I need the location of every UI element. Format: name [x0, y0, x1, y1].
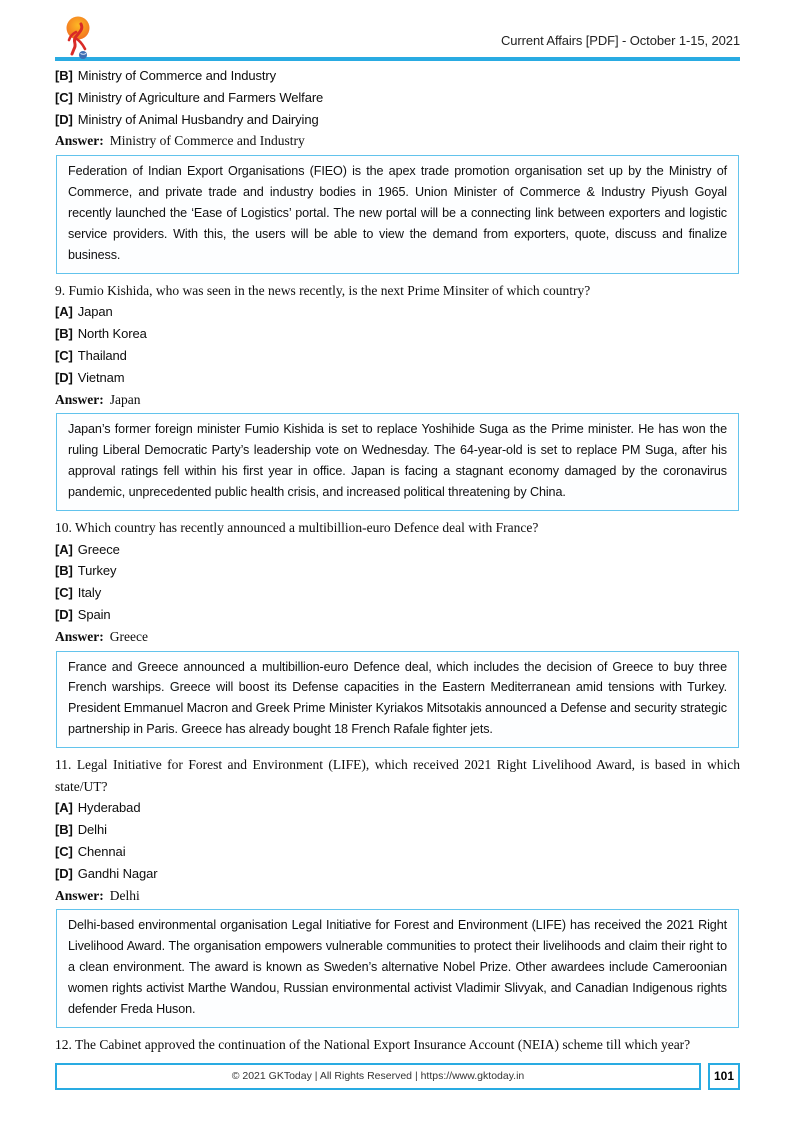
- footer-copyright: © 2021 GKToday | All Rights Reserved | https://www.gktoday.in: [55, 1063, 701, 1090]
- question-text: 9. Fumio Kishida, who was seen in the news recently, is the next Prime Minsiter of which country?: [55, 282, 591, 298]
- answer-line: [55, 885, 740, 907]
- option-text: Ministry of Agriculture and Farmers Welfare: [77, 89, 324, 105]
- option-text: Thailand: [77, 347, 127, 363]
- option-letter: [B]: [55, 68, 73, 83]
- option-row: [55, 604, 740, 626]
- option-text: Delhi: [77, 822, 107, 838]
- answer-line: [55, 626, 740, 648]
- option-text: Spain: [77, 606, 111, 622]
- explanation-box: Japan’s former foreign minister Fumio Kishida is set to replace Yoshihide Suga as the Prime minister. He has won the ruling Liberal Democratic Party’s leadership vote on Wednesday. The 64-year-old is set to replace PM Suga, after his approval ratings fell within his first year in office. Japan is facing a stagnant economy damaged by the coronavirus pandemic, unprecedented public health crisis, and increased political threatening by China.: [56, 413, 739, 511]
- option-letter: [B]: [55, 326, 73, 342]
- page-number: 101: [708, 1063, 740, 1090]
- option-row: [55, 367, 740, 389]
- answer-label: Answer:: [55, 391, 104, 407]
- option-text: Chennai: [77, 843, 126, 859]
- option-letter: [D]: [55, 865, 73, 881]
- answer-line: [55, 130, 740, 152]
- option-letter: [C]: [55, 89, 73, 105]
- option-letter: [B]: [55, 822, 73, 838]
- option-letter: [C]: [55, 585, 73, 601]
- explanation-box: Delhi-based environmental organisation Legal Initiative for Forest and Environment (LIFE) has received the 2021 Right Livelihood Award. The organisation empowers vulnerable communities to protect their livelihoods and claim their right to a clean environment. The award is known as Sweden’s alternative Nobel Prize. Other awardees include Cameroonian women rights activist Marthe Wandou, Russian environmental activist Vladimir Slivyak, and Canadian Indigenous rights defender Freda Huson.: [56, 909, 739, 1028]
- answer-text: Japan: [109, 391, 141, 407]
- page-header: [55, 0, 740, 61]
- option-letter: [D]: [55, 606, 73, 622]
- answer-text: Ministry of Commerce and Industry: [109, 133, 305, 149]
- option-text: Italy: [77, 585, 102, 601]
- option-letter: [A]: [55, 541, 73, 557]
- option-row: [55, 87, 740, 109]
- option-row: [55, 539, 740, 561]
- answer-text: Delhi: [109, 887, 140, 903]
- option-text: Ministry of Animal Husbandry and Dairying: [77, 111, 319, 127]
- gktoday-logo-icon: [60, 15, 96, 61]
- option-row: [55, 819, 740, 841]
- option-text: Vietnam: [77, 369, 125, 385]
- explanation-box: Federation of Indian Export Organisations (FIEO) is the apex trade promotion organisation set up by the Ministry of Commerce, and private trade and industry bodies in 1965. Union Minister of Commerce & Industry Piyush Goyal recently launched the ‘Ease of Logistics’ portal. The new portal will be a connecting link between exporters and logistic service providers. With this, the users will be able to view the demand from exporters, quote, discuss and finalize business.: [56, 155, 739, 274]
- option-text: Greece: [77, 541, 120, 557]
- option-row: [55, 323, 740, 345]
- option-row: [55, 301, 740, 323]
- option-text: Japan: [77, 304, 113, 320]
- option-letter: [B]: [55, 563, 73, 579]
- option-text: North Korea: [77, 326, 147, 342]
- option-row: [55, 863, 740, 885]
- question-text: 10. Which country has recently announced a multibillion-euro Defence deal with France?: [55, 519, 539, 535]
- page-footer: [55, 1063, 740, 1090]
- option-row: [55, 65, 740, 87]
- explanation-box: France and Greece announced a multibillion-euro Defence deal, which includes the decision of Greece to buy three French warships. Greece will boost its Defense capacities in the Eastern Mediterranean amid tensions with Turkey. President Emmanuel Macron and Greek Prime Minister Kyriakos Mitsotakis announced a Defense and security strategic partnership in Paris. Greece has already bought 18 French Rafale fighter jets.: [56, 651, 739, 749]
- option-text: Ministry of Commerce and Industry: [77, 68, 277, 83]
- option-text: Hyderabad: [77, 800, 141, 816]
- option-letter: [D]: [55, 369, 73, 385]
- option-text: Gandhi Nagar: [77, 865, 158, 881]
- option-letter: [D]: [55, 111, 73, 127]
- answer-line: [55, 389, 740, 411]
- option-row: [55, 841, 740, 863]
- answer-label: Answer:: [55, 628, 104, 644]
- question-text: 12. The Cabinet approved the continuation of the National Export Insurance Account (NEIA) scheme till which year?: [55, 1036, 691, 1052]
- option-letter: [A]: [55, 800, 73, 816]
- option-row: [55, 582, 740, 604]
- option-row: [55, 560, 740, 582]
- question-text: 11. Legal Initiative for Forest and Environment (LIFE), which received 2021 Right Livelihood Award, is based in which state/UT?: [55, 757, 740, 794]
- answer-label: Answer:: [55, 887, 104, 903]
- option-letter: [C]: [55, 347, 73, 363]
- answer-text: Greece: [109, 628, 148, 644]
- answer-label: Answer:: [55, 133, 104, 149]
- page-content: [55, 61, 740, 1055]
- option-letter: [C]: [55, 843, 73, 859]
- option-text: Turkey: [77, 563, 117, 579]
- option-row: [55, 345, 740, 367]
- option-row: [55, 109, 740, 131]
- option-letter: [A]: [55, 304, 73, 320]
- option-row: [55, 797, 740, 819]
- header-title: Current Affairs [PDF] - October 1-15, 2021: [500, 33, 740, 48]
